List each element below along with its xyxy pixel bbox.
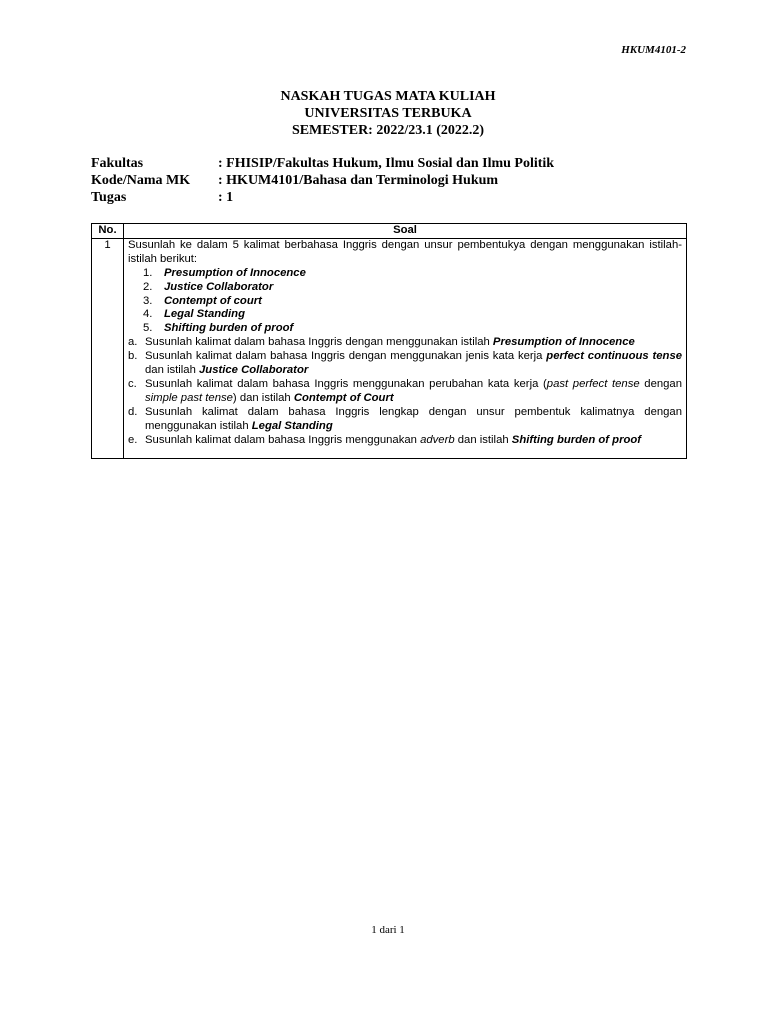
task-term: perfect continuous tense (546, 350, 683, 363)
term-number: 3. (143, 294, 153, 307)
document-title (0, 88, 768, 139)
meta-value: : HKUM4101/Bahasa dan Terminologi Hukum (218, 173, 499, 188)
task-text: Susunlah kalimat dalam bahasa Inggris dengan menggunakan jenis kata kerja (145, 350, 547, 363)
task-text: Susunlah kalimat dalam bahasa Inggris lengkap dengan unsur pembentuk kalimatnya dengan menggunakan istilah (145, 405, 682, 432)
task-item-a (128, 336, 682, 350)
task-text: dan istilah (454, 433, 512, 446)
task-term: Contempt of Court (293, 391, 394, 404)
term-text: Justice Collaborator (164, 280, 274, 293)
task-body (145, 378, 682, 406)
task-letter: e. (128, 433, 138, 446)
title-line: NASKAH TUGAS MATA KULIAH (280, 89, 496, 104)
title-line: UNIVERSITAS TERBUKA (304, 106, 472, 121)
term-text: Presumption of Innocence (164, 266, 306, 279)
term-number: 4. (143, 308, 153, 321)
list-item (128, 267, 682, 281)
term-text: Contempt of court (164, 294, 262, 307)
meta-key: Kode/Nama MK (91, 173, 191, 188)
task-item-b (128, 350, 682, 378)
task-list (128, 336, 682, 457)
task-italic: simple past tense (145, 391, 233, 404)
task-body (145, 406, 682, 434)
task-term: Shifting burden of proof (511, 433, 642, 446)
task-item-c (128, 378, 682, 406)
task-body (145, 350, 682, 378)
task-body (145, 336, 682, 350)
term-text: Legal Standing (164, 308, 245, 321)
term-list (128, 267, 682, 337)
term-number: 2. (143, 280, 153, 293)
meta-key: Fakultas (91, 156, 144, 171)
task-text: dengan (639, 377, 682, 390)
list-item (128, 281, 682, 295)
task-term: Presumption of Innocence (492, 336, 635, 349)
task-text: ) dan istilah (232, 391, 294, 404)
task-text: Susunlah kalimat dalam bahasa Inggris menggunakan (145, 433, 421, 446)
task-text: Susunlah kalimat dalam bahasa Inggris dengan menggunakan istilah (145, 336, 493, 349)
table-row (92, 238, 687, 458)
task-body (145, 434, 682, 448)
term-number: 1. (143, 266, 153, 279)
task-text: dan istilah (145, 364, 200, 377)
task-item-e (128, 434, 682, 448)
document-code: HKUM4101-2 (621, 44, 686, 56)
meta-key: Tugas (91, 190, 127, 205)
task-letter: d. (128, 405, 138, 418)
meta-row-kode-mk (91, 172, 554, 189)
header-soal: Soal (124, 224, 687, 239)
page-number: 1 dari 1 (371, 924, 405, 936)
header-no: No. (92, 224, 124, 239)
term-number: 5. (143, 322, 153, 335)
task-letter: c. (128, 377, 137, 390)
task-text: Susunlah kalimat dalam bahasa Inggris menggunakan perubahan kata kerja ( (145, 377, 547, 390)
task-term: Justice Collaborator (199, 364, 309, 377)
meta-row-tugas (91, 189, 554, 206)
question-table (91, 223, 687, 459)
task-letter: b. (128, 350, 138, 363)
task-letter: a. (128, 336, 138, 349)
row-number: 1 (92, 238, 124, 458)
task-italic: past perfect tense (546, 377, 640, 390)
meta-value: : FHISIP/Fakultas Hukum, Ilmu Sosial dan Ilmu Politik (218, 156, 555, 171)
question-intro: Susunlah ke dalam 5 kalimat berbahasa Inggris dengan unsur pembentukya dengan menggunakan istilah-istilah berikut: (128, 238, 682, 265)
meta-row-fakultas (91, 155, 554, 172)
list-item (128, 308, 682, 322)
meta-value: : 1 (218, 190, 234, 205)
task-item-d (128, 406, 682, 434)
course-info (91, 155, 554, 206)
term-text: Shifting burden of proof (164, 322, 294, 335)
list-item (128, 295, 682, 309)
title-line: SEMESTER: 2022/23.1 (2022.2) (291, 123, 485, 138)
task-italic: adverb (420, 433, 455, 446)
question-cell (124, 238, 687, 458)
task-term: Legal Standing (251, 419, 333, 432)
table-header-row (92, 224, 687, 239)
list-item (128, 322, 682, 336)
